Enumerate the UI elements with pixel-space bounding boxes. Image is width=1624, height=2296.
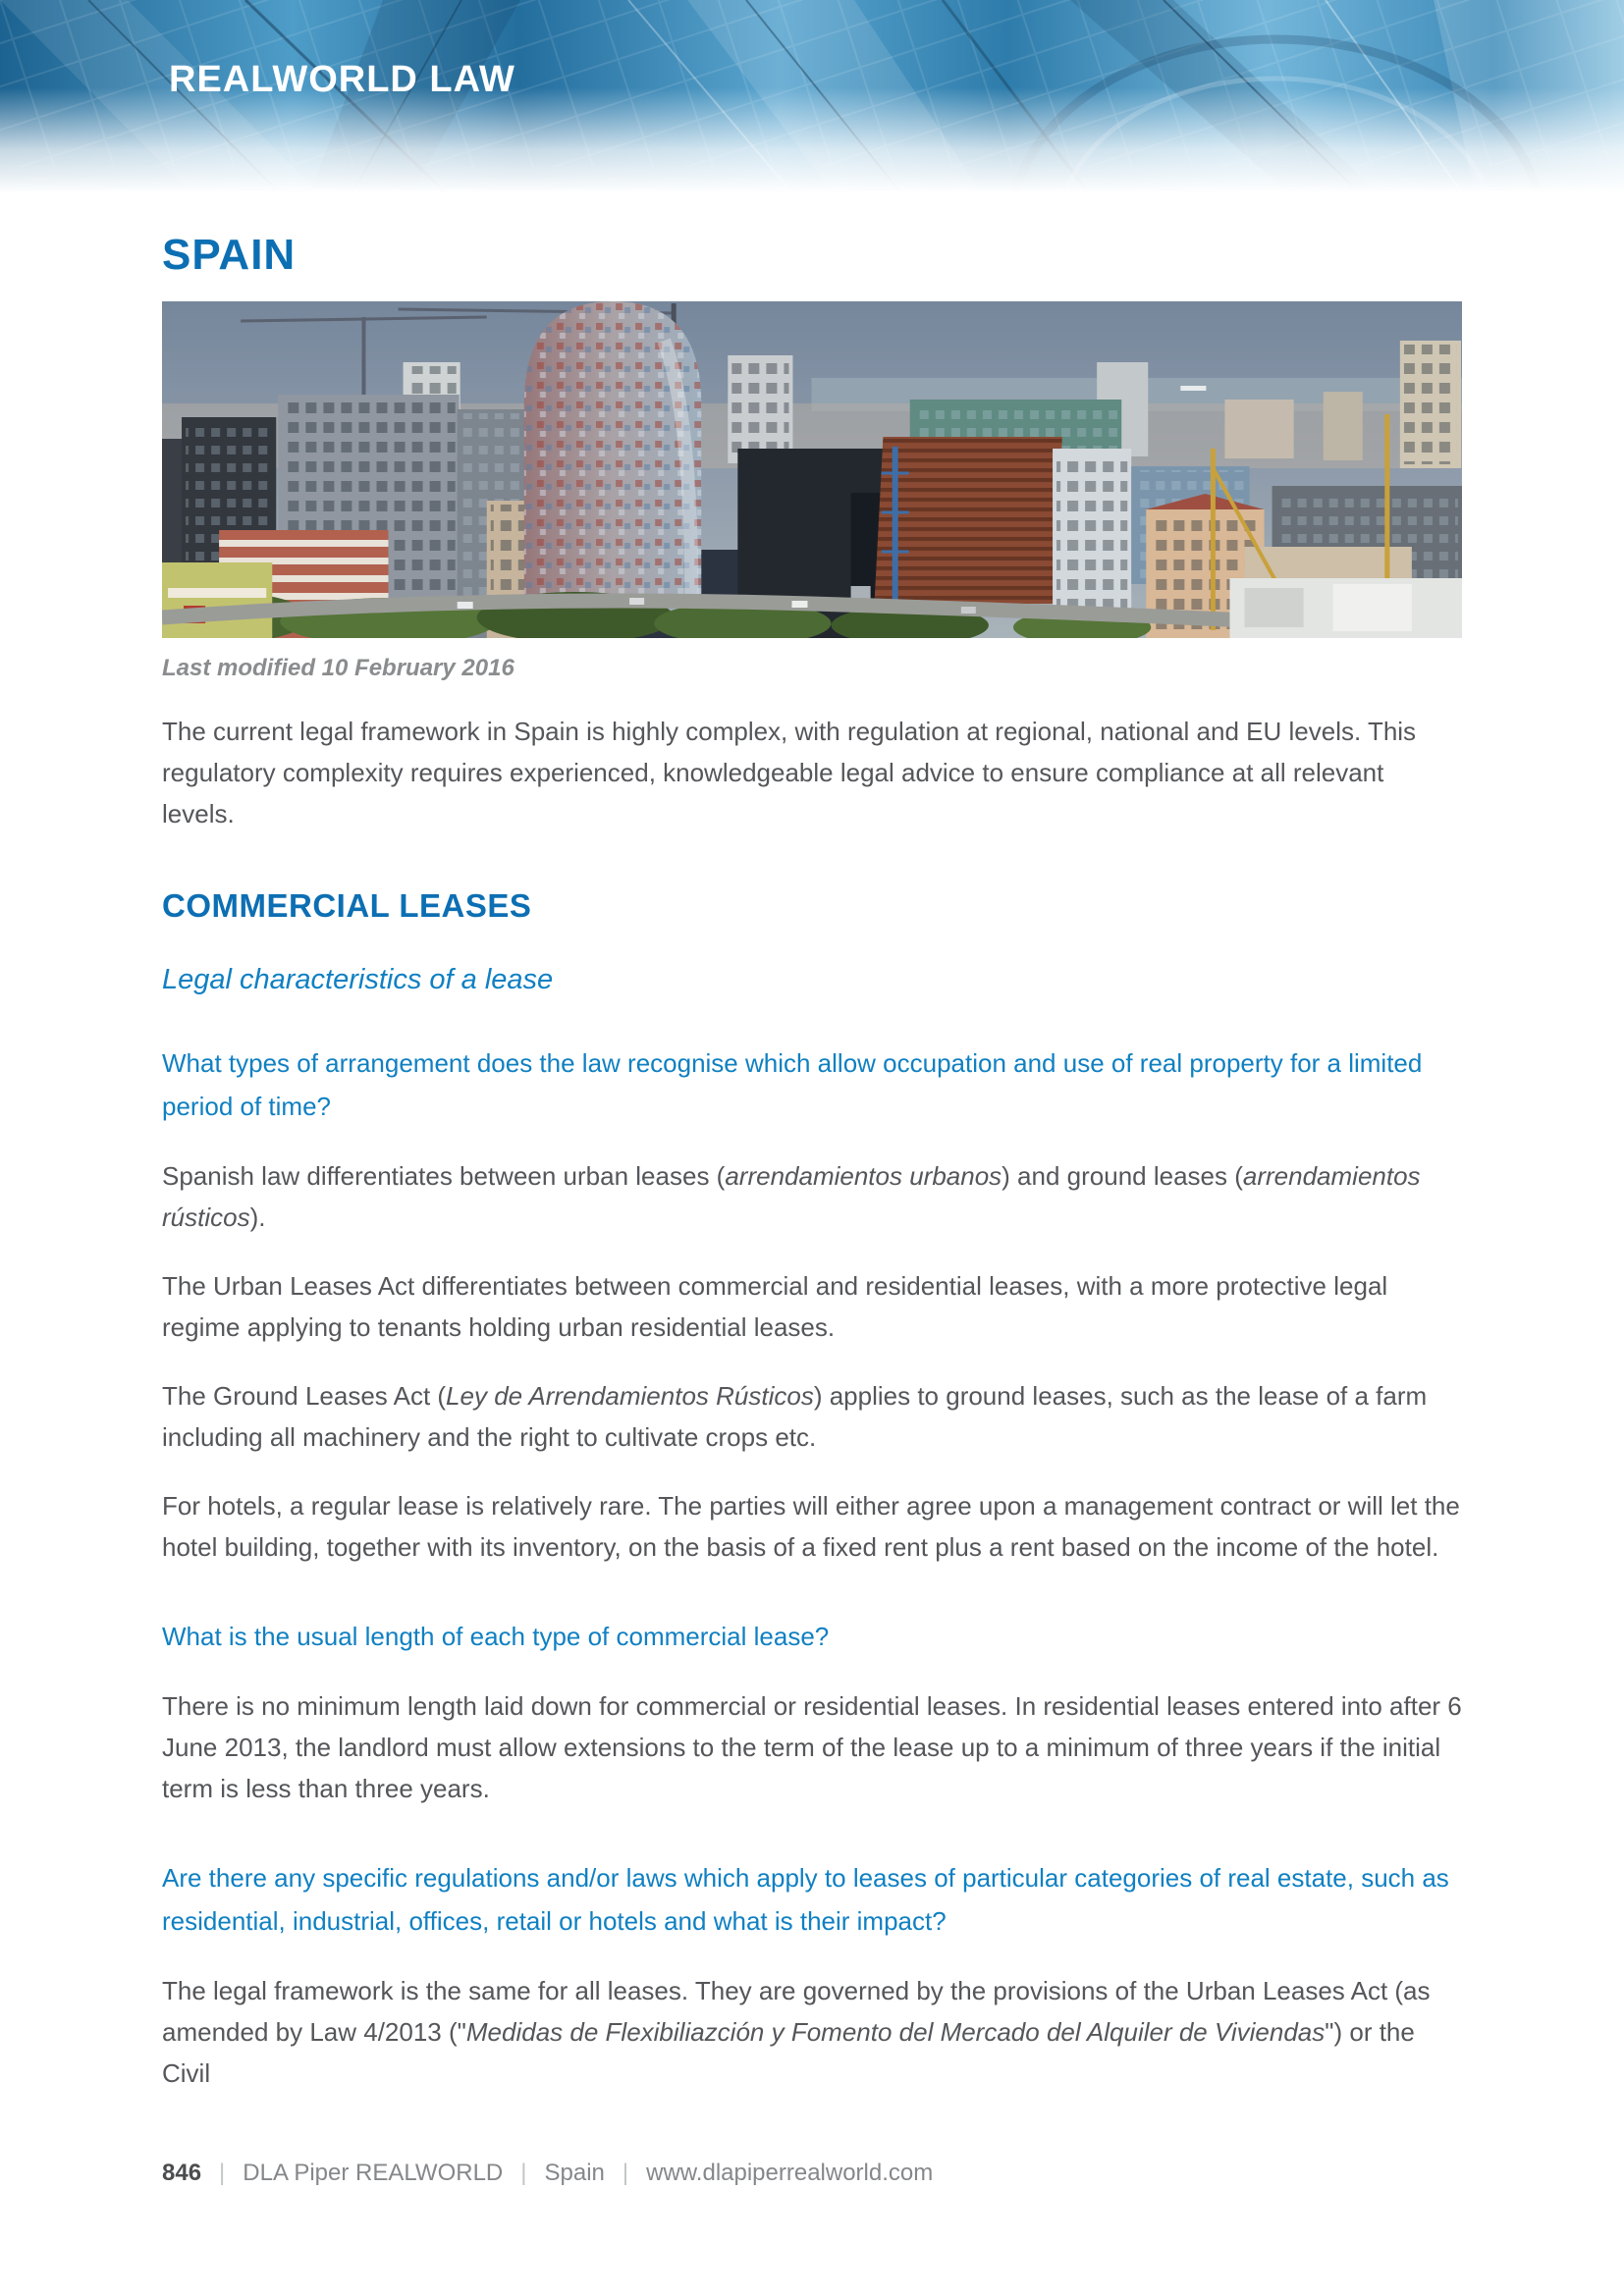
city-photo-figure (162, 301, 1462, 683)
page-number: 846 (162, 2160, 202, 2186)
paragraph-urban-leases-act: The Urban Leases Act differentiates between commercial and residential leases, with a more protective legal regime applying to tenants holding urban residential leases. (162, 1271, 1388, 1342)
section-heading-commercial-leases: COMMERCIAL LEASES (162, 887, 532, 924)
paragraph-legal-framework: The legal framework is the same for all leases. They are governed by the provisions of the Urban Leases Act (as amended by Law 4/2013 ("Medidas de Flexibiliazción y Fomento del Mercado del Alquiler de Viviendas") or the Civil (162, 1976, 1431, 2088)
brand-title: REALWORLD LAW (169, 59, 515, 100)
page-title: SPAIN (162, 231, 297, 279)
question-arrangement-types: What types of arrangement does the law recognise which allow occupation and use of real property for a limited period of time? (162, 1048, 1423, 1121)
main-content (162, 206, 1462, 2094)
rust-building (875, 437, 1062, 604)
paragraph-ground-leases-act: The Ground Leases Act (Ley de Arrendamientos Rústicos) applies to ground leases, such as the lease of a farm including all machinery and the right to cultivate crops etc. (162, 1381, 1428, 1452)
paragraph-hotels: For hotels, a regular lease is relatively rare. The parties will either agree upon a management contract or will let the hotel building, together with its inventory, on the basis of a fixed rent plus a rent based on the income of the hotel. (162, 1491, 1460, 1562)
photo-caption: Last modified 10 February 2016 (162, 655, 514, 681)
subsection-heading-legal-characteristics: Legal characteristics of a lease (162, 964, 554, 995)
barcelona-skyline-photo (162, 301, 1462, 638)
paragraph-minimum-length: There is no minimum length laid down for commercial or residential leases. In residential leases entered into after 6 June 2013, the landlord must allow extensions to the term of the lease up to a minimum of three years if the initial term is less than three years. (162, 1691, 1462, 1803)
footer-separator: | (520, 2160, 527, 2186)
header-banner (0, 0, 1624, 208)
question-specific-regulations: Are there any specific regulations and/or laws which apply to leases of particular categories of real estate, such as residential, industrial, offices, retail or hotels and what is their impact? (162, 1863, 1449, 1936)
footer-separator: | (622, 2160, 629, 2186)
footer-country: Spain (544, 2160, 605, 2186)
footer-url: www.dlapiperrealworld.com (646, 2160, 934, 2186)
footer-brand: DLA Piper REALWORLD (243, 2160, 504, 2186)
footer-separator: | (219, 2160, 226, 2186)
paragraph-lease-types: Spanish law differentiates between urban leases (arrendamientos urbanos) and ground leases (arrendamientos rústicos). (162, 1161, 1421, 1232)
page-footer (162, 2160, 933, 2187)
torre-agbar (524, 301, 701, 625)
intro-paragraph: The current legal framework in Spain is highly complex, with regulation at regional, national and EU levels. This regulatory complexity requires experienced, knowledgeable legal advice to ensure compliance at all relevant levels. (162, 717, 1417, 828)
banner-image (0, 0, 1624, 208)
question-lease-length: What is the usual length of each type of commercial lease? (162, 1622, 830, 1651)
